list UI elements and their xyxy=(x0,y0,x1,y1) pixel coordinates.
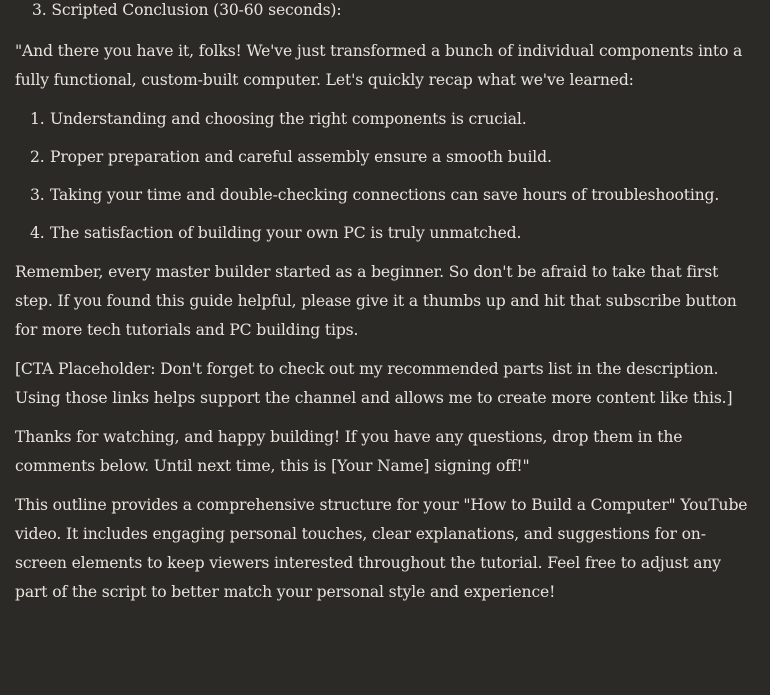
signoff-paragraph: Thanks for watching, and happy building! If you have any questions, drop them in the comments below. Until next time, this is [Your Name] signing off!" xyxy=(15,428,683,475)
encouragement-paragraph: Remember, every master builder started as a beginner. So don't be afraid to take that first step. If you found this guide helpful, please give it a thumbs up and hit that subscribe button for more tech tutorials and PC building tips. xyxy=(15,263,737,339)
script-intro-paragraph: "And there you have it, folks! We've just transformed a bunch of individual components into a fully functional, custom-built computer. Let's quickly recap what we've learned: xyxy=(15,42,743,89)
recap-item-text: The satisfaction of building your own PC is truly unmatched. xyxy=(50,224,522,242)
recap-list xyxy=(15,105,750,248)
recap-item-number: 1. xyxy=(30,110,45,128)
closing-summary-paragraph: This outline provides a comprehensive structure for your "How to Build a Computer" YouTube video. It includes engaging personal touches, clear explanations, and suggestions for on-screen elements to keep viewers interested throughout the tutorial. Feel free to adjust any part of the script to better match your personal style and experience! xyxy=(15,496,748,601)
recap-item-text: Understanding and choosing the right components is crucial. xyxy=(50,110,527,128)
recap-item-number: 2. xyxy=(30,148,45,166)
recap-item-3 xyxy=(15,181,750,210)
recap-item-number: 4. xyxy=(30,224,45,242)
cta-placeholder-paragraph: [CTA Placeholder: Don't forget to check out my recommended parts list in the description. Using those links helps support the channel and allows me to create more content like this.] xyxy=(15,360,733,407)
section-heading: 3. Scripted Conclusion (30-60 seconds): xyxy=(32,1,342,19)
recap-item-number: 3. xyxy=(30,186,45,204)
recap-item-text: Proper preparation and careful assembly ensure a smooth build. xyxy=(50,148,552,166)
recap-item-1 xyxy=(15,105,750,134)
recap-item-text: Taking your time and double-checking connections can save hours of troubleshooting. xyxy=(50,186,720,204)
recap-item-4 xyxy=(15,219,750,248)
recap-item-2 xyxy=(15,143,750,172)
